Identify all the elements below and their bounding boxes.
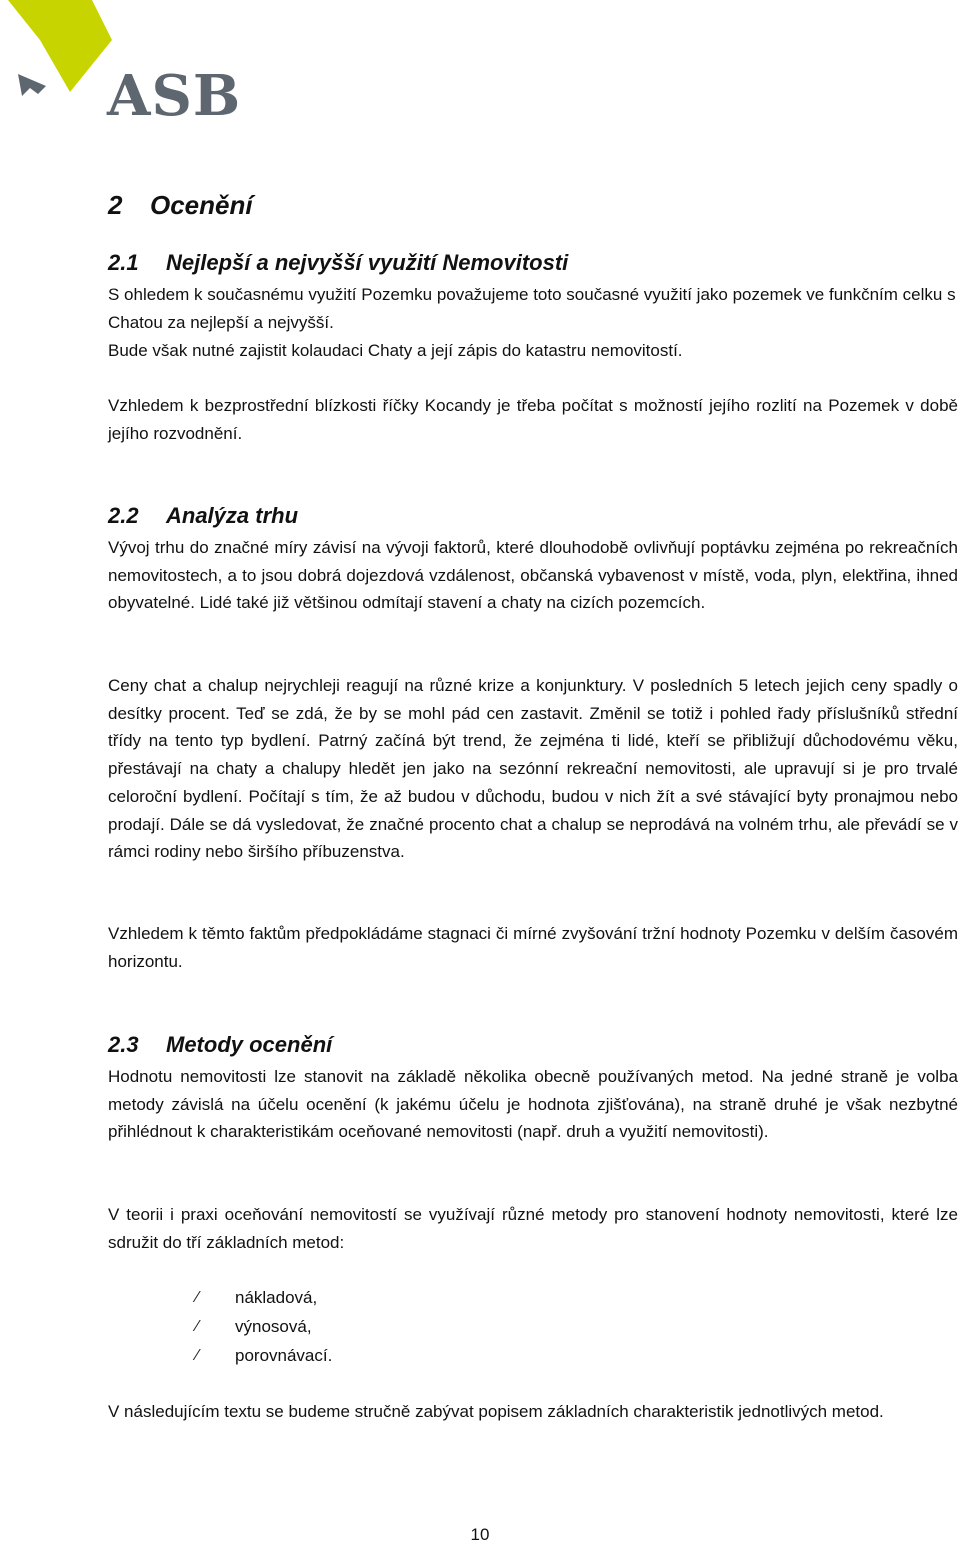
methods-list — [108, 1283, 332, 1370]
paragraph: Vzhledem k bezprostřední blízkosti říčky Kocandy je třeba počítat s možností jejího rozlití na Pozemek v době jejího rozvodnění. — [108, 396, 958, 443]
slash-bullet-icon: ∕ — [196, 1289, 199, 1306]
section-title: Ocenění — [150, 190, 253, 220]
list-item — [108, 1283, 332, 1312]
page-number: 10 — [470, 1525, 490, 1544]
subsection-heading-2-2 — [108, 503, 298, 529]
list-item-text: výnosová, — [235, 1317, 312, 1336]
list-item-text: nákladová, — [235, 1288, 318, 1307]
subsection-heading-2-3 — [108, 1032, 332, 1058]
list-item-text: porovnávací. — [235, 1346, 333, 1365]
paragraph: Ceny chat a chalup nejrychleji reagují na různé krize a konjunktury. V posledních 5 letech jejich ceny spadly o desítky procent. Teď se zdá, že by se mohl pád cen zastavit. Změnil se totiž i pohled řady příslušníků střední třídy na tento typ bydlení. Patrný začíná být trend, že zejména ti lidé, kteří se přibližují důchodovému věku, přestávají na chaty a chalupy hledět jen jako na sezónní rekreační nemovitosti, ale upravují si je pro trvalé celoroční bydlení. Počítají s tím, že až budou v důchodu, budou v nich žít a své stávající byty pronajmou nebo prodají. Dále se dá vysledovat, že značné procento chat a chalup se neprodává na volném trhu, ale převádí se v rámci rodiny nebo širšího příbuzenstva. — [108, 676, 958, 862]
subsection-number: 2.1 — [108, 250, 139, 275]
subsection-title: Analýza trhu — [166, 503, 299, 528]
asb-logo — [0, 0, 250, 130]
section-number: 2 — [108, 190, 123, 220]
section-heading — [108, 190, 253, 221]
logo-wordmark: ASB — [107, 63, 242, 129]
subsection-number: 2.3 — [108, 1032, 139, 1057]
subsection-title: Nejlepší a nejvyšší využití Nemovitosti — [166, 250, 569, 275]
subsection-heading-2-1 — [108, 250, 568, 276]
slash-bullet-icon: ∕ — [196, 1347, 199, 1364]
paragraph: V teorii i praxi oceňování nemovitostí se využívají různé metody pro stanovení hodnoty nemovitosti, které lze sdružit do tří základních metod: — [108, 1205, 958, 1252]
paragraph: Vývoj trhu do značné míry závisí na vývoji faktorů, které dlouhodobě ovlivňují poptávku zejména po rekreačních nemovitostech, a to jsou dobrá dojezdová vzdálenost, občanská vybavenost v místě, voda, plyn, elektřina, ihned obyvatelné. Lidé také již většinou odmítají stavení a chaty na cizích pozemcích. — [108, 538, 958, 613]
paragraph: S ohledem k současnému využití Pozemku považujeme toto současné využití jako pozemek ve funkčním celku s Chatou za nejlepší a nejvyšší. — [108, 285, 956, 332]
subsection-title: Metody ocenění — [166, 1032, 333, 1057]
subsection-number: 2.2 — [108, 503, 139, 528]
list-item — [108, 1312, 332, 1341]
paragraph: Vzhledem k těmto faktům předpokládáme stagnaci či mírné zvyšování tržní hodnoty Pozemku v delším časovém horizontu. — [108, 924, 958, 971]
logo-arrow-shape — [18, 74, 46, 96]
slash-bullet-icon: ∕ — [196, 1318, 199, 1335]
paragraph: Bude však nutné zajistit kolaudaci Chaty a její zápis do katastru nemovitostí. — [108, 341, 683, 360]
list-item — [108, 1341, 332, 1370]
paragraph: V následujícím textu se budeme stručně zabývat popisem základních charakteristik jednotlivých metod. — [108, 1402, 884, 1421]
paragraph: Hodnotu nemovitosti lze stanovit na základě několika obecně používaných metod. Na jedné straně je volba metody závislá na účelu ocenění (k jakému účelu je hodnota zjišťována), na straně druhé je však nezbytné přihlédnout k charakteristikám oceňované nemovitosti (např. druh a využití nemovitosti). — [108, 1067, 958, 1142]
